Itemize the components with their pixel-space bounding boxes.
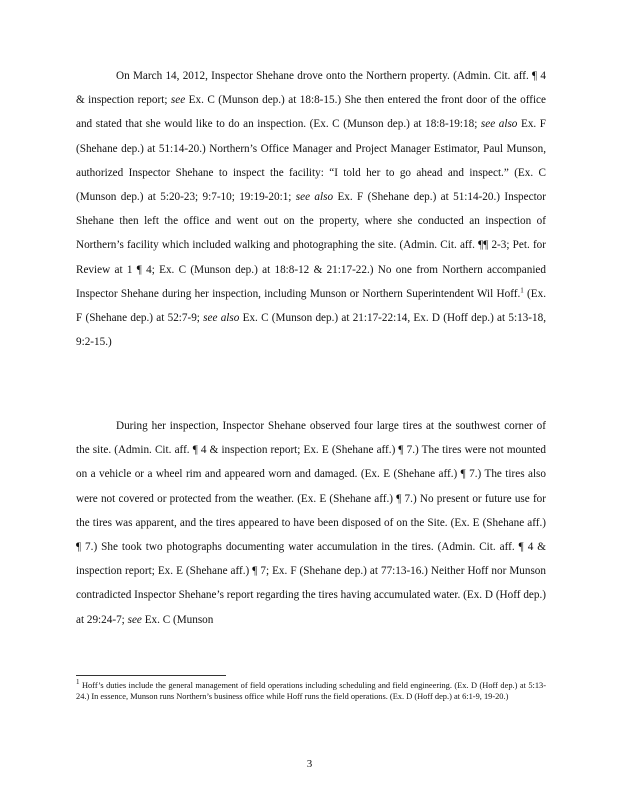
footnote-1 <box>76 680 546 702</box>
paragraph-text: Ex. F (Shehane dep.) at 51:14-20.) Inspector Shehane then left the office and went out on the property, where she conducted an inspection of Northern’s facility which included walking and photographing the site. (Admin. Cit. aff. ¶¶ 2-3; Pet. for Review at 1 ¶ 4; Ex. C (Munson dep.) at 18:8-12 & 21:17-22.) No one from Northern accompanied Inspector Shehane during her inspection, including Munson or Northern Superintendent Wil Hoff. <box>76 191 547 300</box>
page-number: 3 <box>306 758 313 770</box>
paragraph-text: On March 14, 2012, Inspector Shehane drove onto the Northern property. (Admin. Cit. aff. ¶ 4 & inspection report; <box>76 70 546 107</box>
footnote-text: Hoff’s duties include the general management of field operations including scheduling and field engineering. (Ex. D (Hoff dep.) at 5:13-24.) In essence, Munson runs Northern’s business office while Hoff runs the field operations. (Ex. D (Hoff dep.) at 6:1-9, 19-20.) <box>76 681 546 702</box>
signal-see: see <box>127 613 142 626</box>
paragraph-text: Ex. F (Shehane dep.) at 51:14-20.) Northern’s Office Manager and Project Manager Estimator, Paul Munson, authorized Inspector Shehane to inspect the facility: “I told her to go ahead and inspect.” (Ex. C (Munson dep.) at 5:20-23; 9:7-10; 19:19-20:1; <box>76 118 547 204</box>
body-paragraph-1 <box>76 64 546 354</box>
paragraph-text: (Ex. F (Shehane dep.) at 52:7-9; <box>76 287 547 325</box>
footnote-number: 1 <box>76 678 80 687</box>
paragraph-text: Ex. C (Munson <box>141 613 214 626</box>
paragraph-text: Ex. C (Munson dep.) at 18:8-15.) She then entered the front door of the office and stated that she would like to do an inspection. (Ex. C (Munson dep.) at 18:8-19:18; <box>76 94 546 131</box>
body-paragraph-2 <box>76 414 546 632</box>
paragraph-text: During her inspection, Inspector Shehane observed four large tires at the southwest corner of the site. (Admin. Cit. aff. ¶ 4 & inspection report; Ex. E (Shehane aff.) ¶ 7.) The tires were not mounted on a vehicle or a wheel rim and appeared worn and damaged. (Ex. E (Shehane aff.) ¶ 7.) The tires also were not covered or protected from the weather. (Ex. E (Shehane aff.) ¶ 7.) No present or future use for the tires was apparent, and the tires appeared to have been disposed of on the Site. (Ex. E (Shehane aff.) ¶ 7.) She took two photographs documenting water accumulation in the tires. (Admin. Cit. aff. ¶ 4 & inspection report; Ex. E (Shehane aff.) ¶ 7; Ex. F (Shehane dep.) at 77:13-16.) Neither Hoff nor Munson contradicted Inspector Shehane’s report regarding the tires having accumulated water. (Ex. D (Hoff dep.) at 29:24-7; <box>76 420 546 626</box>
footnote-reference[interactable]: 1 <box>520 286 524 295</box>
signal-see-also: see also <box>203 312 240 325</box>
paragraph-text: Ex. C (Munson dep.) at 21:17-22:14, Ex. D (Hoff dep.) at 5:13-18, 9:2-15.) <box>76 312 546 349</box>
signal-see-also: see also <box>480 118 518 131</box>
signal-see-also: see also <box>295 191 334 204</box>
signal-see: see <box>170 94 186 107</box>
footnote-divider <box>76 675 226 676</box>
